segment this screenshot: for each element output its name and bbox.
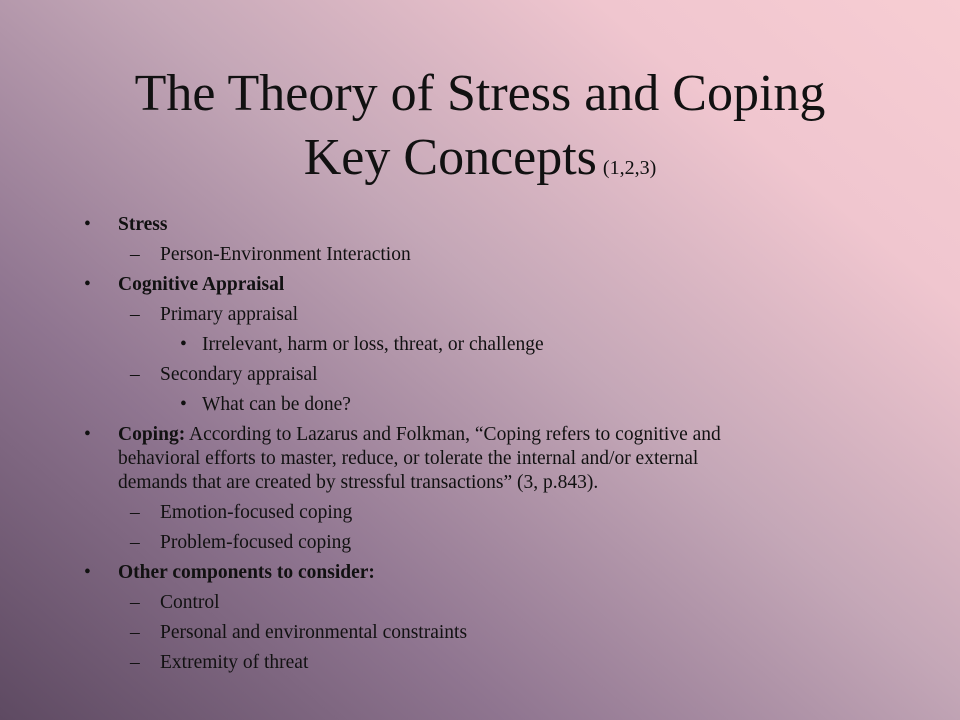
title-line-2 (40, 126, 920, 200)
sub-constraints (130, 621, 468, 645)
problem-focused-text: Problem-focused coping (160, 532, 352, 553)
control-text: Control (160, 592, 220, 613)
dash-marker: – (130, 364, 140, 385)
bullet-stress (84, 213, 838, 237)
emotion-focused-text: Emotion-focused coping (160, 502, 353, 523)
coping-line-2: behavioral efforts to master, reduce, or tolerate the internal and/or external (118, 448, 699, 469)
bullet-marker: • (84, 424, 91, 445)
coping-text-1: According to Lazarus and Folkman, “Coping refers to cognitive and (185, 424, 721, 445)
sub-extremity (130, 651, 309, 675)
dash-marker: – (130, 304, 140, 325)
constraints-text: Personal and environmental constraints (160, 622, 468, 643)
other-components-label: Other components to consider: (118, 562, 375, 583)
subsub-secondary-detail (180, 393, 351, 417)
bullet-marker: • (180, 394, 187, 415)
sub-primary-appraisal (130, 303, 299, 327)
title-citation: (1,2,3) (602, 157, 657, 179)
dash-marker: – (130, 502, 140, 523)
slide-title (40, 62, 920, 200)
title-line-1: The Theory of Stress and Coping (134, 65, 826, 122)
bullet-marker: • (180, 334, 187, 355)
secondary-appraisal-text: Secondary appraisal (160, 364, 318, 385)
bullet-marker: • (84, 562, 91, 583)
sub-person-environment (130, 243, 411, 267)
dash-marker: – (130, 652, 140, 673)
bullet-cognitive-appraisal (84, 273, 838, 297)
bullet-coping (84, 423, 838, 495)
sub-secondary-appraisal (130, 363, 318, 387)
person-environment-text: Person-Environment Interaction (160, 244, 411, 265)
stress-label: Stress (118, 214, 168, 235)
secondary-detail-text: What can be done? (202, 394, 351, 415)
title-key-concepts: Key Concepts (303, 129, 597, 186)
primary-appraisal-text: Primary appraisal (160, 304, 299, 325)
extremity-text: Extremity of threat (160, 652, 309, 673)
coping-line-1 (118, 423, 838, 447)
bullet-marker: • (84, 214, 91, 235)
dash-marker: – (130, 622, 140, 643)
coping-label: Coping: (118, 424, 186, 445)
bullet-other-components (84, 561, 838, 585)
coping-line-3: demands that are created by stressful transactions” (3, p.843). (118, 472, 599, 493)
dash-marker: – (130, 592, 140, 613)
sub-control (130, 591, 220, 615)
sub-emotion-focused (130, 501, 353, 525)
cognitive-appraisal-label: Cognitive Appraisal (118, 274, 285, 295)
subsub-primary-detail (180, 333, 544, 357)
primary-detail-text: Irrelevant, harm or loss, threat, or challenge (202, 334, 544, 355)
sub-problem-focused (130, 531, 352, 555)
bullet-marker: • (84, 274, 91, 295)
dash-marker: – (130, 532, 140, 553)
dash-marker: – (130, 244, 140, 265)
